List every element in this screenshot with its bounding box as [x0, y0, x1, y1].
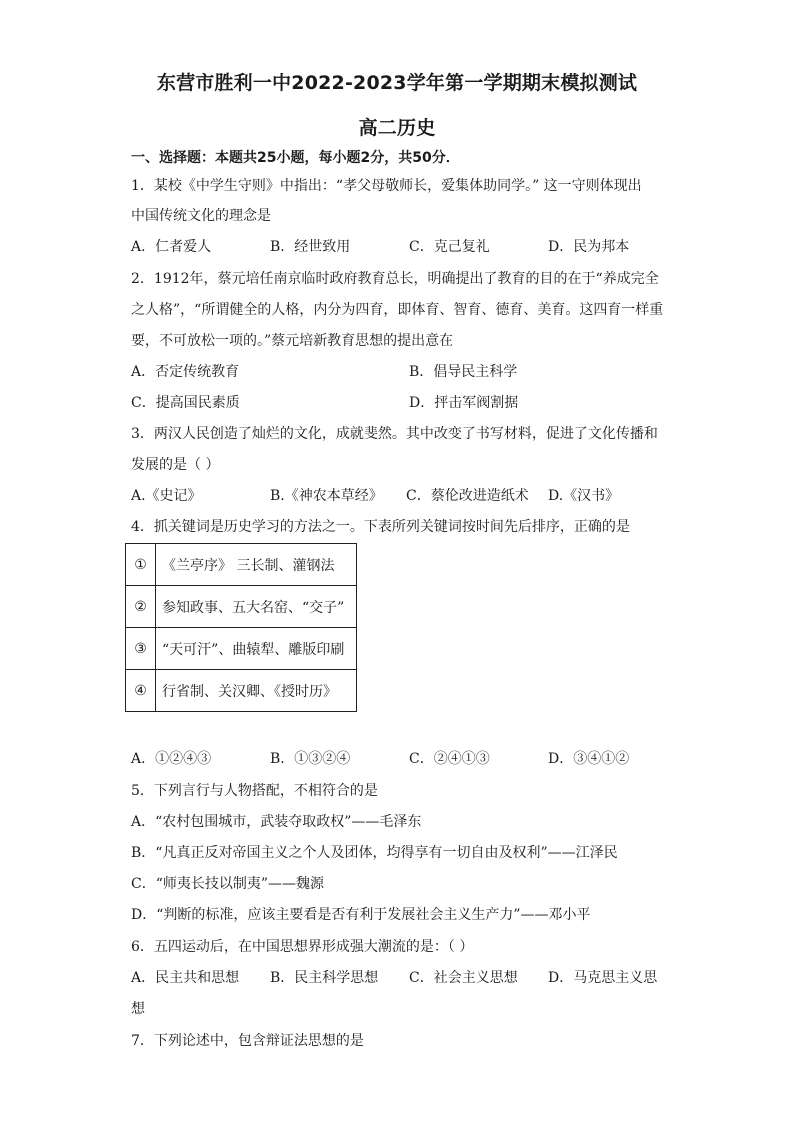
q2-option-c: C．提高国民素质	[131, 395, 240, 411]
q6-option-b: B．民主科学思想	[270, 970, 379, 986]
q1-line-1: 1．某校《中学生守则》中指出：“孝父母敬师长，爱集体助同学。” 这一守则体现出	[131, 178, 642, 194]
q3-option-b: B.《神农本草经》	[270, 488, 383, 504]
q2-line-2: 之人格”，“所谓健全的人格，内分为四育，即体育、智育、德育、美育。这四育一样重	[131, 302, 664, 318]
q6-line-1: 6．五四运动后，在中国思想界形成强大潮流的是：（ ）	[131, 939, 474, 955]
q1-option-d: D．民为邦本	[548, 239, 630, 255]
table-row	[126, 628, 357, 670]
q5-option-d: D．“判断的标准，应该主要看是否有利于发展社会主义生产力”——邓小平	[131, 907, 591, 923]
q5-option-c: C．“师夷长技以制夷”——魏源	[131, 876, 325, 892]
exam-title: 东营市胜利一中2022-2023学年第一学期期末模拟测试	[156, 72, 638, 94]
q1-option-b: B．经世致用	[270, 239, 351, 255]
q2-line-1: 2．1912年，蔡元培任南京临时政府教育总长，明确提出了教育的目的在于“养成完全	[131, 271, 659, 287]
q1-option-c: C．克己复礼	[409, 239, 490, 255]
table-row	[126, 544, 357, 586]
row-number: ④	[126, 670, 156, 712]
q3-option-d: D.《汉书》	[548, 488, 620, 504]
row-number: ①	[126, 544, 156, 586]
q5-option-b: B．“凡真正反对帝国主义之个人及团体，均得享有一切自由及权利”——江泽民	[131, 845, 618, 861]
q6-option-d-wrap: 想	[131, 1001, 145, 1017]
q6-option-c: C．社会主义思想	[409, 970, 518, 986]
q3-option-c: C．蔡伦改进造纸术	[406, 488, 529, 504]
section-heading: 一、选择题：本题共25小题，每小题2分，共50分．	[131, 150, 460, 166]
q2-line-3: 要，不可放松一项的。”蔡元培新教育思想的提出意在	[131, 333, 454, 349]
q3-line-1: 3．两汉人民创造了灿烂的文化，成就斐然。其中改变了书写材料，促进了文化传播和	[131, 426, 658, 442]
q1-option-a: A．仁者爱人	[131, 239, 212, 255]
q5-line-1: 5．下列言行与人物搭配，不相符合的是	[131, 783, 378, 799]
q4-option-a: A．①②④③	[131, 751, 212, 767]
q4-line-1: 4．抓关键词是历史学习的方法之一。下表所列关键词按时间先后排序，正确的是	[131, 519, 630, 535]
q2-option-b: B．倡导民主科学	[409, 364, 518, 380]
q7-line-1: 7．下列论述中，包含辩证法思想的是	[131, 1033, 364, 1049]
q2-option-a: A．否定传统教育	[131, 364, 240, 380]
q6-option-a: A．民主共和思想	[131, 970, 240, 986]
row-keywords: 参知政事、五大名窑、“交子”	[156, 586, 357, 628]
row-number: ③	[126, 628, 156, 670]
keyword-table	[125, 543, 357, 712]
q5-option-a: A．“农村包围城市，武装夺取政权”——毛泽东	[131, 814, 422, 830]
row-keywords: 《兰亭序》 三长制、灌钢法	[156, 544, 357, 586]
q6-option-d: D．马克思主义思	[548, 970, 658, 986]
row-number: ②	[126, 586, 156, 628]
q4-option-c: C．②④①③	[409, 751, 490, 767]
q4-option-d: D．③④①②	[548, 751, 630, 767]
exam-subject: 高二历史	[358, 117, 436, 139]
q3-option-a: A.《史记》	[131, 488, 202, 504]
q4-option-b: B．①③②④	[270, 751, 351, 767]
row-keywords: “天可汗”、曲辕犁、雕版印刷	[156, 628, 357, 670]
row-keywords: 行省制、关汉卿、《授时历》	[156, 670, 357, 712]
table-row	[126, 670, 357, 712]
q2-option-d: D．抨击军阀割据	[409, 395, 519, 411]
q1-line-2: 中国传统文化的理念是	[131, 208, 271, 224]
q3-line-2: 发展的是（ ）	[131, 457, 220, 473]
table-row	[126, 586, 357, 628]
